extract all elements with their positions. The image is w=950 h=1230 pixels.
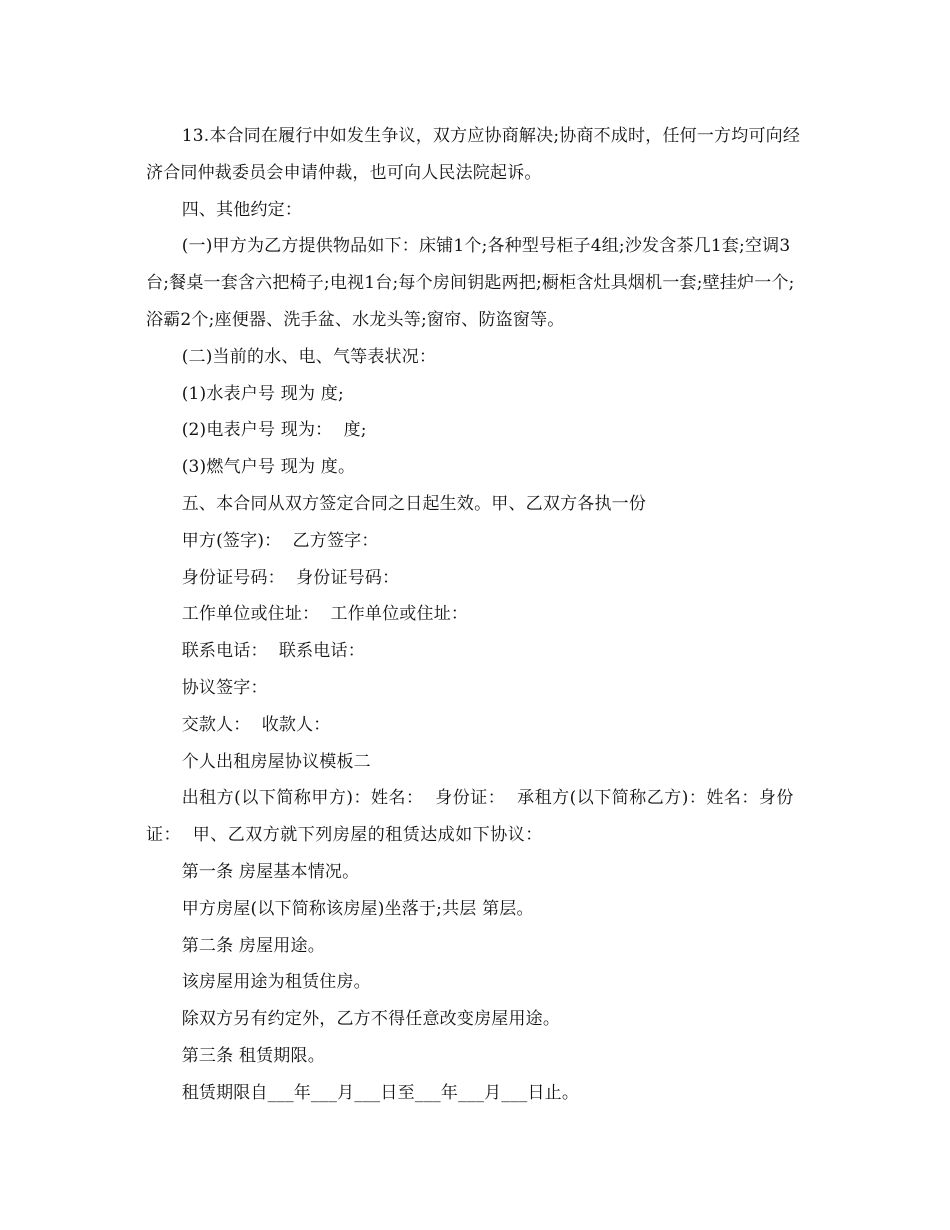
section-title-template-two: 个人出租房屋协议模板二	[181, 751, 371, 772]
paragraph-meter-status: (二)当前的水、电、气等表状况：	[181, 346, 437, 367]
article-one-heading: 第一条 房屋基本情况。	[181, 861, 360, 882]
paragraph-house-location: 甲方房屋(以下简称该房屋)坐落于;共层 第层。	[181, 898, 534, 919]
signature-line-phone: 联系电话： 联系电话：	[181, 641, 365, 662]
signature-line-parties: 甲方(签字)： 乙方签字：	[181, 530, 379, 551]
paragraph-lease-term: 租赁期限自___年___月___日至___年___月___日止。	[181, 1082, 580, 1103]
paragraph-usage-restriction: 除双方另有约定外，乙方不得任意改变房屋用途。	[181, 1009, 561, 1030]
article-two-heading: 第二条 房屋用途。	[181, 935, 325, 956]
paragraph-provided-items: (一)甲方为乙方提供物品如下：床铺1个;各种型号柜子4组;沙发含茶几1套;空调3台;餐桌一套含六把椅子;电视1台;每个房间钥匙两把;橱柜含灶具烟机一套;壁挂炉一个;浴霸2个;座便器、洗手盆、水龙头等;窗帘、防盗窗等。	[146, 236, 795, 330]
article-three-heading: 第三条 租赁期限。	[181, 1045, 325, 1066]
signature-line-agreement: 协议签字：	[181, 677, 268, 698]
signature-line-address: 工作单位或住址： 工作单位或住址：	[181, 604, 469, 625]
paragraph-electric-meter: (2)电表户号 现为： 度;	[181, 420, 367, 441]
paragraph-gas-meter: (3)燃气户号 现为 度。	[181, 457, 356, 478]
paragraph-effective-date: 五、本合同从双方签定合同之日起生效。甲、乙双方各执一份	[181, 493, 647, 514]
paragraph-house-usage: 该房屋用途为租赁住房。	[181, 972, 371, 993]
paragraph-dispute-clause: 13.本合同在履行中如发生争议，双方应协商解决;协商不成时，任何一方均可向经济合同仲裁委员会申请仲裁，也可向人民法院起诉。	[146, 126, 801, 183]
signature-line-payer-payee: 交款人： 收款人：	[181, 714, 331, 735]
paragraph-water-meter: (1)水表户号 现为 度;	[181, 383, 344, 404]
document-page	[146, 118, 806, 1112]
heading-other-agreements: 四、其他约定：	[181, 199, 303, 220]
paragraph-parties-info: 出租方(以下简称甲方)：姓名： 身份证： 承租方(以下简称乙方)：姓名：身份证： 甲、乙双方就下列房屋的租赁达成如下协议：	[146, 788, 794, 846]
signature-line-id-numbers: 身份证号码： 身份证号码：	[181, 567, 400, 588]
